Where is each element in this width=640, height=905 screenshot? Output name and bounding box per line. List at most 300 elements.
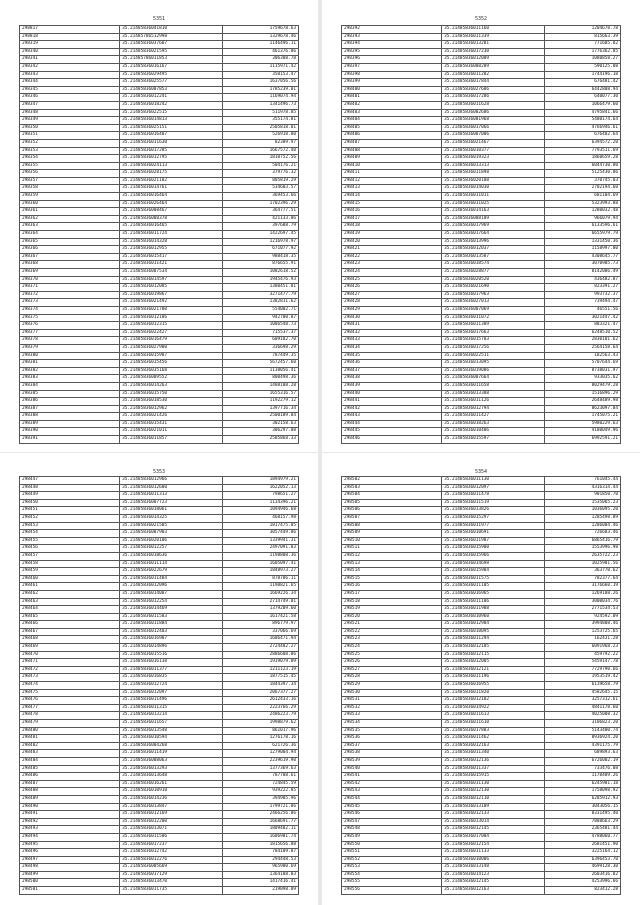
row-id-cell: 298519 [342,606,442,614]
value-cell: 421133.86 [222,215,298,223]
row-id-cell: 298468 [20,636,120,644]
table-row [20,238,299,246]
row-id-cell: 298408 [342,147,442,155]
value-cell: 1516896.29 [544,390,620,398]
value-cell: 924592.09 [544,613,620,621]
value-cell: 5125430.86 [544,170,620,178]
coordinate-cell: 35.21485836011857 [120,436,223,444]
value-cell: 715537.37 [222,329,298,337]
coordinate-cell: 35.21485836011025 [442,200,545,208]
coordinate-cell: 35.21485836013281 [442,41,545,49]
row-id-cell: 298413 [342,185,442,193]
value-cell: 306308.78 [222,56,298,64]
coordinate-cell: 35.21485836014163 [442,208,545,216]
table-row [20,117,299,125]
value-cell: 939222.85 [222,788,298,796]
row-id-cell: 298515 [342,575,442,583]
value-cell: 461376.86 [222,48,298,56]
table-row [342,413,621,421]
coordinate-cell: 35.21485836014236 [120,795,223,803]
coordinate-cell: 35.21485836010095 [442,628,545,636]
coordinate-cell: 35.21485836005669 [120,864,223,872]
row-id-cell: 298373 [20,299,120,307]
row-id-cell: 298554 [342,871,442,879]
coordinate-cell: 35.21485836012163 [442,742,545,750]
row-id-cell: 298389 [20,420,120,428]
row-id-cell: 298462 [20,590,120,598]
table-row [20,887,299,895]
value-cell: 1192279.12 [222,398,298,406]
table-row [342,337,621,345]
table-row [342,101,621,109]
value-cell: 1066479.60 [544,101,620,109]
table-row [342,841,621,849]
value-cell: 336698.29 [222,344,298,352]
table-row [342,177,621,185]
value-cell: 1488108.28 [222,382,298,390]
table-row [342,71,621,79]
row-id-cell: 298364 [20,231,120,239]
row-id-cell: 298478 [20,712,120,720]
table-row [20,552,299,560]
row-id-cell: 298530 [342,689,442,697]
coordinate-cell: 35.21485836011484 [120,575,223,583]
value-cell: 1686981.74 [222,833,298,841]
table-row [342,420,621,428]
coordinate-cell: 35.21485836021690 [442,284,545,292]
table-row [20,674,299,682]
table-row [20,651,299,659]
document-page-4 [322,453,640,905]
value-cell: 823412.28 [544,887,620,895]
coordinate-cell: 35.21485836010006 [442,856,545,864]
table-row [20,780,299,788]
row-id-cell: 298552 [342,856,442,864]
table-row [20,420,299,428]
data-table [19,476,299,895]
value-cell: 5323993.88 [544,200,620,208]
value-cell: 3271477.79 [222,291,298,299]
coordinate-cell: 35.21485836012105 [442,644,545,652]
value-cell: 676482.64 [544,132,620,140]
coordinate-cell: 35.21485836027686 [442,86,545,94]
coordinate-cell: 35.21485836018574 [442,261,545,269]
coordinate-cell: 35.21485836011011 [442,193,545,201]
row-id-cell: 298404 [342,117,442,125]
document-page-3 [0,453,318,905]
table-row [20,155,299,163]
row-id-cell: 298512 [342,552,442,560]
table-row [20,261,299,269]
row-id-cell: 298532 [342,704,442,712]
value-cell: 739494.47 [544,299,620,307]
value-cell: 1417416.41 [222,879,298,887]
row-id-cell: 298517 [342,590,442,598]
value-cell: 1211123.19 [222,666,298,674]
coordinate-cell: 35.21485836012680 [120,484,223,492]
coordinate-cell: 35.21485836012254 [120,598,223,606]
coordinate-cell: 35.21485836017004 [442,833,545,841]
row-id-cell: 298448 [20,484,120,492]
value-cell: 1919079.09 [222,659,298,667]
value-cell: 1025981.56 [544,560,620,568]
table-row [20,879,299,887]
table-row [342,613,621,621]
value-cell: 1860659.28 [544,155,620,163]
coordinate-cell: 35.21485836011724 [120,231,223,239]
table-row [20,537,299,545]
table-row [342,773,621,781]
value-cell: 1082618.52 [222,269,298,277]
row-id-cell: 298440 [342,390,442,398]
value-cell: 5672457.60 [222,360,298,368]
coordinate-cell: 35.21485836012795 [120,155,223,163]
table-row [20,405,299,413]
table-row [20,284,299,292]
row-id-cell: 298436 [342,360,442,368]
table-row [20,200,299,208]
table-row [342,223,621,231]
row-id-cell: 298555 [342,879,442,887]
coordinate-cell: 35.21485836014597 [120,276,223,284]
table-row [20,86,299,94]
coordinate-cell: 35.21485836004268 [120,742,223,750]
value-cell: 1169074.94 [222,94,298,102]
table-row [20,720,299,728]
value-cell: 2486223.79 [222,712,298,720]
row-id-cell: 298435 [342,352,442,360]
row-id-cell: 298432 [342,329,442,337]
value-cell: 590125.88 [544,63,620,71]
coordinate-cell: 35.21485836007903 [120,530,223,538]
row-id-cell: 298427 [342,291,442,299]
row-id-cell: 298395 [342,48,442,56]
coordinate-cell: 35.21485836027900 [120,344,223,352]
row-id-cell: 298340 [20,48,120,56]
row-id-cell: 298463 [20,598,120,606]
row-id-cell: 298415 [342,200,442,208]
value-cell: 306297.08 [222,428,298,436]
value-cell: 3994808.46 [544,621,620,629]
value-cell: 219098.89 [222,887,298,895]
row-id-cell: 298400 [342,86,442,94]
coordinate-cell: 35.21485836016955 [442,682,545,690]
table-row [20,795,299,803]
coordinate-cell: 35.21485836016407 [120,132,223,140]
coordinate-cell: 35.21485836013826 [442,507,545,515]
value-cell: 1276178.16 [222,735,298,743]
row-id-cell: 298546 [342,811,442,819]
coordinate-cell: 35.21485836012145 [442,879,545,887]
row-id-cell: 298533 [342,712,442,720]
row-id-cell: 298431 [342,322,442,330]
value-cell: 3043056.15 [544,803,620,811]
table-row [20,644,299,652]
row-id-cell: 298345 [20,86,120,94]
coordinate-cell: 35.21485836037607 [120,41,223,49]
data-table [19,25,299,444]
coordinate-cell: 35.21485836010960 [442,613,545,621]
coordinate-cell: 35.21485836016138 [120,659,223,667]
value-cell: 883321.47 [544,322,620,330]
coordinate-cell: 35.21485836025151 [120,124,223,132]
value-cell: 1810752.56 [222,155,298,163]
table-row [342,79,621,87]
coordinate-cell: 35.21485836013293 [120,765,223,773]
row-id-cell: 298423 [342,261,442,269]
row-id-cell: 298496 [20,849,120,857]
table-row [20,750,299,758]
row-id-cell: 298506 [342,507,442,515]
table-row [20,598,299,606]
value-cell: 6865416.79 [544,537,620,545]
page-number: 5353 [152,469,166,475]
table-row [342,261,621,269]
value-cell: 800498.36 [222,375,298,383]
table-row [342,428,621,436]
coordinate-cell: 35.21485836014123 [442,871,545,879]
value-cell: 7888663.29 [544,818,620,826]
coordinate-cell: 35.21485836012115 [442,651,545,659]
row-id-cell: 298490 [20,803,120,811]
value-cell: 733476.08 [544,765,620,773]
row-id-cell: 298543 [342,788,442,796]
value-cell: 364777.51 [222,208,298,216]
row-id-cell: 298522 [342,628,442,636]
row-id-cell: 298368 [20,261,120,269]
table-row [342,26,621,34]
coordinate-cell: 35.21485836012276 [120,856,223,864]
value-cell: 1535065.23 [544,499,620,507]
row-id-cell: 298520 [342,613,442,621]
value-cell: 3257312.61 [544,697,620,705]
value-cell: 1669226.34 [222,590,298,598]
coordinate-cell: 35.21485836016465 [120,223,223,231]
row-id-cell: 298429 [342,306,442,314]
coordinate-cell: 35.21485836011130 [442,477,545,485]
value-cell: 82389.97 [222,139,298,147]
table-row [20,101,299,109]
coordinate-cell: 35.21485836021011 [120,428,223,436]
table-row [342,689,621,697]
row-id-cell: 298484 [20,757,120,765]
coordinate-cell: 35.21485836016907 [120,636,223,644]
table-row [342,750,621,758]
coordinate-cell: 35.21485836011160 [442,26,545,34]
coordinate-cell: 35.21485836015456 [120,360,223,368]
table-row [342,651,621,659]
row-id-cell: 298529 [342,682,442,690]
coordinate-cell: 35.21485836018636 [120,552,223,560]
value-cell: 2648489.98 [544,398,620,406]
coordinate-cell: 35.21485836014698 [442,560,545,568]
row-id-cell: 298539 [342,757,442,765]
row-id-cell: 298451 [20,507,120,515]
value-cell: 1269108.26 [544,590,620,598]
coordinate-cell: 35.21485836016965 [442,590,545,598]
value-cell: 5143400.74 [544,727,620,735]
coordinate-cell: 35.21485836013996 [442,238,545,246]
value-cell: 2067377.27 [222,689,298,697]
table-row [342,344,621,352]
coordinate-cell: 35.21485836007069 [442,306,545,314]
row-id-cell: 298350 [20,124,120,132]
table-row [342,147,621,155]
row-id-cell: 298476 [20,697,120,705]
value-cell: 350153.47 [222,71,298,79]
coordinate-cell: 35.21485836012154 [442,841,545,849]
value-cell: 5707644.69 [544,360,620,368]
value-cell: 3106823.20 [544,720,620,728]
coordinate-cell: 35.21485836017844 [442,79,545,87]
table-row [20,413,299,421]
value-cell: 8029479.28 [544,382,620,390]
row-id-cell: 298319 [20,41,120,49]
value-cell: 988418.35 [222,253,298,261]
value-cell: 379776.32 [222,170,298,178]
row-id-cell: 298531 [342,697,442,705]
coordinate-cell: 35.21485836015900 [442,545,545,553]
coordinate-cell: 35.21485836010406 [442,428,545,436]
row-id-cell: 298459 [20,568,120,576]
table-row [20,788,299,796]
coordinate-cell: 35.21485836011977 [442,522,545,530]
row-id-cell: 298477 [20,704,120,712]
value-cell: 1605097.41 [222,560,298,568]
value-cell: 4699128.30 [544,864,620,872]
coordinate-cell: 35.21485836018242 [120,101,223,109]
coordinate-cell: 35.21485836013470 [120,879,223,887]
coordinate-cell: 35.21485836012121 [442,666,545,674]
table-row [342,833,621,841]
row-id-cell: 298375 [20,314,120,322]
value-cell: 4253996.66 [544,879,620,887]
value-cell: 1553996.98 [544,545,620,553]
row-id-cell: 298545 [342,803,442,811]
row-id-cell: 298346 [20,94,120,102]
coordinate-cell: 35.21485836016464 [120,193,223,201]
value-cell: 3225164.12 [544,849,620,857]
value-cell: 6044730.80 [544,162,620,170]
table-row [342,507,621,515]
value-cell: 5480174.64 [544,117,620,125]
coordinate-cell: 35.21485836011114 [120,560,223,568]
value-cell: 1877515.45 [222,674,298,682]
value-cell: 2635722.23 [544,552,620,560]
coordinate-cell: 35.21485836011340 [442,750,545,758]
value-cell: 534603.57 [222,185,298,193]
coordinate-cell: 35.21485836014007 [120,590,223,598]
coordinate-cell: 35.21485836015297 [442,514,545,522]
table-row [20,818,299,826]
row-id-cell: 298542 [342,780,442,788]
row-id-cell: 298402 [342,101,442,109]
value-cell: 2223766.29 [222,704,298,712]
row-id-cell: 298424 [342,269,442,277]
value-cell: 815663.39 [544,33,620,41]
value-cell: 640077.30 [544,94,620,102]
row-id-cell: 298540 [342,765,442,773]
row-id-cell: 298500 [20,879,120,887]
value-cell: 798651.27 [222,492,298,500]
page-number: 5354 [474,469,488,475]
coordinate-cell: 35.21485836014325 [120,514,223,522]
table-row [20,666,299,674]
value-cell: 7729790.66 [544,666,620,674]
value-cell: 1331450.36 [544,238,620,246]
row-id-cell: 298523 [342,636,442,644]
value-cell: 1382811.62 [222,299,298,307]
coordinate-cell: 35.21485836017285 [120,147,223,155]
value-cell: 1422697.45 [222,231,298,239]
row-id-cell: 298439 [342,382,442,390]
value-cell: 511978.85 [222,109,298,117]
row-id-cell: 298528 [342,674,442,682]
value-cell: 4308645.77 [544,253,620,261]
row-id-cell: 298380 [20,352,120,360]
value-cell: 1158997.80 [544,246,620,254]
value-cell: 1138056.41 [222,367,298,375]
value-cell: 1380451.81 [222,284,298,292]
table-row [20,742,299,750]
coordinate-cell: 35.21485836013214 [120,712,223,720]
value-cell: 1198821.65 [222,583,298,591]
table-row [342,720,621,728]
coordinate-cell: 35.21485786011853 [120,56,223,64]
coordinate-cell: 35.21485836021492 [120,299,223,307]
value-cell: 162431.28 [544,636,620,644]
row-id-cell: 298499 [20,871,120,879]
row-id-cell: 298392 [342,26,442,34]
value-cell: 1758098.92 [544,788,620,796]
row-id-cell: 298469 [20,644,120,652]
row-id-cell: 298465 [20,613,120,621]
value-cell: 676481.42 [544,79,620,87]
row-id-cell: 298405 [342,124,442,132]
table-row [20,147,299,155]
row-id-cell: 298501 [20,887,120,895]
value-cell: 8623097.84 [544,405,620,413]
table-row [20,477,299,485]
coordinate-cell: 35.21485836028877 [442,269,545,277]
table-row [20,507,299,515]
table-row [342,41,621,49]
table-row [20,628,299,636]
value-cell: 1844397.34 [222,682,298,690]
table-row [342,193,621,201]
table-row [20,132,299,140]
row-id-cell: 298473 [20,674,120,682]
table-row [20,56,299,64]
value-cell: 1622052.13 [222,484,298,492]
coordinate-cell: 35.21485836011315 [120,704,223,712]
row-id-cell: 298401 [342,94,442,102]
table-row [342,697,621,705]
coordinate-cell: 35.21485836013847 [120,803,223,811]
table-row [342,238,621,246]
row-id-cell: 298556 [342,887,442,895]
data-table [341,476,621,895]
table-row [20,659,299,667]
coordinate-cell: 35.21485836015516 [120,651,223,659]
row-id-cell: 298406 [342,132,442,140]
row-id-cell: 298351 [20,132,120,140]
coordinate-cell: 35.21485836016261 [120,780,223,788]
row-id-cell: 298502 [342,477,442,485]
coordinate-cell: 35.21485836012403 [120,628,223,636]
coordinate-cell: 35.21485836018530 [120,398,223,406]
coordinate-cell: 35.21485836011496 [120,697,223,705]
